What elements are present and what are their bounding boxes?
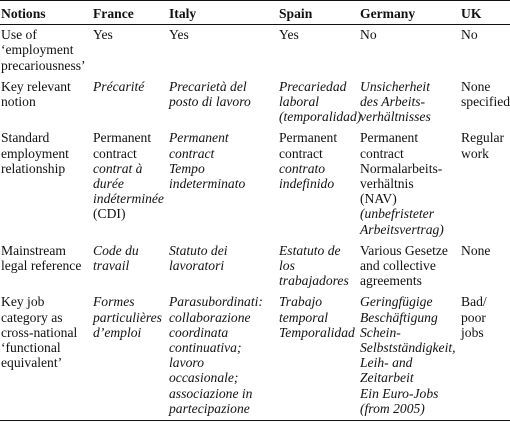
cell-line: contract — [279, 145, 323, 161]
cell-line: employment — [1, 145, 69, 161]
cell-line: Zeitarbeit — [360, 370, 414, 386]
cell-spain — [277, 241, 358, 293]
cell-spain — [277, 292, 358, 420]
cell-uk — [459, 241, 510, 293]
cell-line: specified — [461, 94, 510, 110]
cell-germany — [358, 128, 459, 240]
table-row — [0, 77, 510, 129]
cell-notion — [0, 128, 91, 240]
cell-uk — [459, 25, 510, 77]
cell-line: ‘functional — [1, 340, 61, 356]
cell-spain — [277, 77, 362, 129]
cell-line: Leih- and — [360, 355, 413, 371]
cell-line: Yes — [93, 27, 113, 43]
cell-line: temporal — [279, 309, 329, 325]
cell-line: Code du — [93, 242, 139, 258]
cell-notion — [0, 25, 91, 77]
cell-line: Yes — [279, 27, 299, 43]
cell-line: coordinata — [169, 324, 229, 340]
header-italy: Italy — [169, 6, 197, 21]
cell-line: Permanent — [93, 130, 152, 146]
cell-line: agreements — [360, 273, 422, 289]
cell-line: Formes — [93, 294, 135, 310]
cell-line: poor — [461, 309, 486, 325]
cell-france — [91, 241, 167, 293]
cell-line: verhältnis — [360, 176, 414, 192]
cell-line: Key relevant — [1, 78, 71, 94]
cell-line: laboral — [279, 94, 320, 110]
cell-line: Parasubordinati: — [169, 294, 263, 310]
cell-line: precariousness’ — [1, 57, 86, 73]
cell-line: (unbefristeter — [360, 206, 434, 222]
cell-uk — [459, 292, 510, 420]
cell-line: Tempo — [169, 160, 205, 176]
cell-line: Use of — [1, 27, 37, 43]
cell-line: contract — [169, 145, 215, 161]
header-row — [0, 1, 510, 25]
cell-line: Permanent — [279, 130, 338, 146]
cell-line: None — [461, 78, 491, 94]
cell-line: Bad/ — [461, 294, 487, 310]
cell-line: Ein Euro-Jobs — [360, 385, 439, 401]
cell-line: d’emploi — [93, 324, 142, 340]
cell-france — [91, 77, 167, 129]
cell-italy — [167, 241, 277, 293]
cell-line: legal reference — [1, 258, 82, 274]
cell-line: Key job — [1, 294, 45, 310]
cell-line: (CDI) — [93, 206, 126, 222]
cell-line: category as — [1, 309, 63, 325]
cell-line: particulières — [93, 309, 162, 325]
cell-line: Yes — [169, 27, 189, 43]
cell-line: indéterminée — [93, 191, 164, 207]
cell-line: jobs — [461, 324, 484, 340]
cell-line: None — [461, 242, 491, 258]
cell-line: notion — [1, 94, 36, 110]
cell-line: Permanent — [169, 130, 229, 146]
cell-notion — [0, 292, 91, 420]
cell-germany — [358, 77, 459, 129]
cell-line: (from 2005) — [360, 400, 425, 416]
table-row — [0, 241, 510, 293]
cell-line: Trabajo — [279, 294, 323, 310]
cell-spain — [277, 25, 358, 77]
cell-italy — [167, 25, 277, 77]
cell-line: (NAV) — [360, 191, 397, 207]
cell-line: trabajadores — [279, 273, 349, 289]
cell-line: Beschäftigung — [360, 309, 438, 325]
cell-line: Precarietà del — [169, 78, 247, 94]
cell-line: Schein- — [360, 324, 401, 340]
cell-line: indeterminato — [169, 176, 246, 192]
table-body — [0, 25, 510, 421]
cell-line: and collective — [360, 258, 436, 274]
cell-line: des Arbeits- — [360, 94, 426, 110]
cell-line: contract — [93, 145, 137, 161]
cell-line: Unsicherheit — [360, 78, 430, 94]
cell-line: Standard — [1, 130, 50, 146]
cell-line: contract — [360, 145, 404, 161]
cell-italy — [167, 292, 277, 420]
cell-line: relationship — [1, 160, 66, 176]
cell-france — [91, 292, 167, 420]
cell-italy — [167, 128, 277, 240]
cell-spain — [277, 128, 358, 240]
cell-line: Regular — [461, 130, 505, 146]
cell-line: indefinido — [279, 176, 335, 192]
cell-line: Permanent — [360, 130, 419, 146]
cell-line: Temporalidad — [279, 324, 355, 340]
cell-line: contrat à — [93, 160, 143, 176]
cell-line: travail — [93, 258, 130, 274]
cell-line: cross-national — [1, 324, 78, 340]
cell-notion — [0, 241, 91, 293]
cell-line: Arbeitsvertrag) — [360, 221, 444, 237]
cell-line: Normalarbeits- — [360, 160, 443, 176]
cell-line: collaborazione — [169, 309, 251, 325]
cell-line: associazione in — [169, 385, 253, 401]
cell-line: Précarité — [93, 78, 145, 94]
cell-line: partecipazione — [169, 400, 250, 416]
cell-line: Statuto dei — [169, 242, 228, 258]
cell-france — [91, 128, 167, 240]
cell-line: Selbstständigkeit, — [360, 340, 456, 356]
cell-line: No — [360, 27, 377, 43]
cell-line: lavoro — [169, 355, 204, 371]
cell-line: ‘employment — [1, 42, 74, 58]
cell-line: verhältnisses — [360, 109, 431, 125]
cell-notion — [0, 77, 91, 129]
cell-line: work — [461, 145, 489, 161]
cell-line: Estatuto de los — [279, 242, 341, 274]
cell-line: posto di lavoro — [169, 94, 251, 110]
cell-line: Geringfügige — [360, 294, 433, 310]
cell-france — [91, 25, 167, 77]
cell-uk — [459, 77, 510, 129]
cell-line: equivalent’ — [1, 355, 63, 371]
cell-germany — [358, 241, 459, 293]
cell-line: durée — [93, 176, 124, 192]
cell-line: Precariedad — [279, 78, 347, 94]
table-row — [0, 292, 510, 420]
cell-line: lavoratori — [169, 258, 225, 274]
table-header — [0, 1, 510, 25]
header-notions: Notions — [1, 6, 46, 21]
cell-line: No — [461, 27, 478, 43]
cell-line: continuativa; — [169, 340, 242, 356]
cell-line: contrato — [279, 160, 326, 176]
cell-line: (temporalidad) — [279, 109, 362, 125]
cell-line: Mainstream — [1, 242, 66, 258]
table-row — [0, 25, 510, 77]
header-uk: UK — [461, 6, 482, 21]
header-france: France — [93, 6, 134, 21]
cell-italy — [167, 77, 277, 129]
cell-uk — [459, 128, 510, 240]
cell-germany — [358, 25, 459, 77]
header-germany: Germany — [360, 6, 416, 21]
cell-germany — [358, 292, 459, 420]
table-row — [0, 128, 510, 240]
cell-line: Various Gesetze — [360, 242, 448, 258]
cell-line: occasionale; — [169, 370, 239, 386]
header-spain: Spain — [279, 6, 313, 21]
